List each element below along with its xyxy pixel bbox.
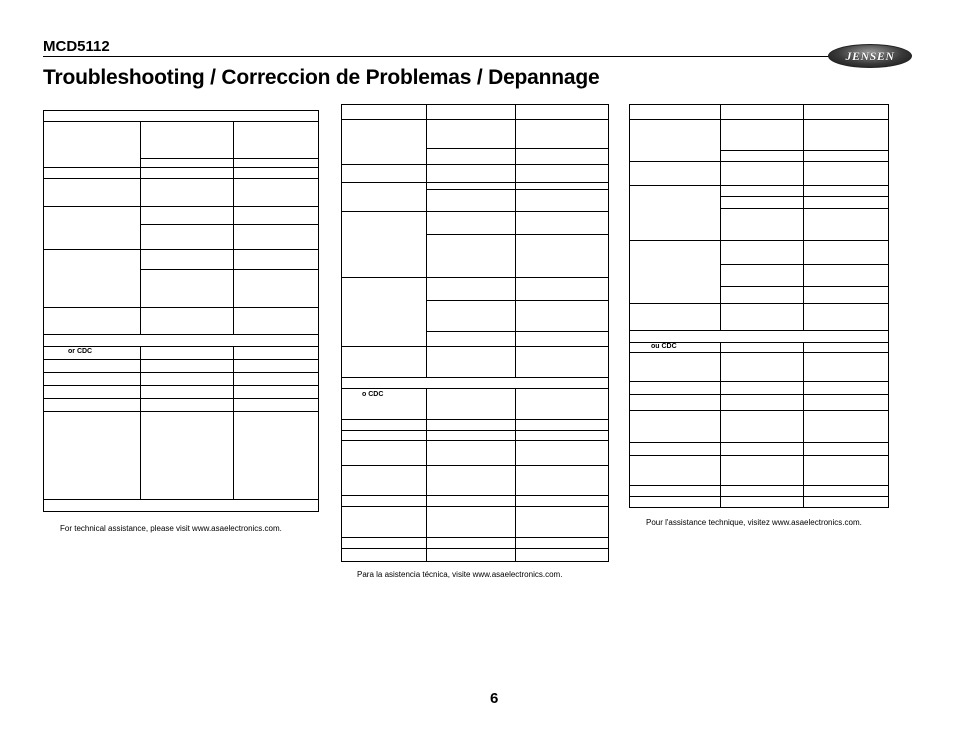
table-subrow-divider (426, 277, 608, 278)
table-column-divider (720, 342, 721, 507)
table-subrow-divider (140, 224, 318, 225)
table-subrow-divider (140, 249, 318, 250)
table-subrow-divider (426, 300, 608, 301)
table-row-divider (342, 465, 608, 466)
table-row-divider (44, 372, 318, 373)
header-rule (43, 56, 830, 57)
table-row-divider (44, 359, 318, 360)
table-subrow-divider (426, 234, 608, 235)
table-subrow-divider (426, 189, 608, 190)
table-column-divider (803, 105, 804, 330)
table-row-divider (630, 394, 888, 395)
table-subrow-divider (720, 264, 888, 265)
table-row-divider (342, 164, 608, 165)
table-row-divider (630, 330, 888, 331)
table-subrow-divider (720, 150, 888, 151)
table-row-divider (630, 381, 888, 382)
table-subrow-divider (720, 240, 888, 241)
table-column-divider (720, 105, 721, 330)
table-row-divider (342, 440, 608, 441)
table-row-divider (44, 385, 318, 386)
table-subrow-divider (426, 148, 608, 149)
table-subrow-divider (426, 331, 608, 332)
table-column-divider (140, 346, 141, 499)
table-column-divider (426, 388, 427, 561)
table-row-divider (342, 430, 608, 431)
table-column-divider (233, 121, 234, 334)
table-column-divider (515, 105, 516, 377)
table-row-divider (630, 442, 888, 443)
table-row-divider (44, 346, 318, 347)
table-row-divider (630, 496, 888, 497)
troubleshooting-table-spanish (341, 104, 609, 562)
table-row-divider (342, 119, 608, 120)
table-row-divider (342, 548, 608, 549)
table-subrow-divider (140, 206, 318, 207)
technical-assistance-note-spanish: Para la asistencia técnica, visite www.asaelectronics.com. (357, 570, 563, 579)
jensen-logo-text: JENSEN (845, 48, 895, 63)
table-column-divider (426, 105, 427, 377)
table-row-divider (342, 211, 608, 212)
table-row-divider (44, 334, 318, 335)
table-subrow-divider (140, 158, 318, 159)
troubleshooting-table-french (629, 104, 889, 508)
table-subrow-divider (720, 286, 888, 287)
table-row-divider (342, 537, 608, 538)
table-row-divider (342, 346, 608, 347)
page-number: 6 (490, 690, 499, 707)
table-column-divider (803, 342, 804, 507)
table-column-divider (515, 388, 516, 561)
table-row-divider (342, 506, 608, 507)
table-row-divider (44, 499, 318, 500)
model-name: MCD5112 (43, 38, 110, 55)
table-row-divider (342, 182, 608, 183)
table-row-divider (44, 121, 318, 122)
table-row-divider (44, 167, 318, 168)
table-column-divider (233, 346, 234, 499)
technical-assistance-note-french: Pour l'assistance technique, visitez www.asaelectronics.com. (646, 518, 862, 527)
table-row-divider (44, 178, 318, 179)
cdc-label-spanish: o CDC (362, 391, 384, 398)
table-row-divider (342, 419, 608, 420)
jensen-logo (828, 44, 912, 68)
table-row-divider (342, 377, 608, 378)
table-row-divider (630, 119, 888, 120)
table-row-divider (630, 410, 888, 411)
cdc-label-english: or CDC (68, 348, 93, 355)
page-title: Troubleshooting / Correccion de Problemas / Depannage (43, 66, 600, 89)
table-row-divider (44, 398, 318, 399)
table-column-divider (140, 121, 141, 334)
table-row-divider (342, 495, 608, 496)
table-subrow-divider (140, 269, 318, 270)
table-row-divider (44, 411, 318, 412)
table-row-divider (630, 455, 888, 456)
table-row-divider (630, 161, 888, 162)
table-subrow-divider (720, 208, 888, 209)
table-row-divider (342, 388, 608, 389)
table-row-divider (630, 342, 888, 343)
table-row-divider (630, 485, 888, 486)
cdc-label-french: ou CDC (651, 343, 677, 350)
table-subrow-divider (720, 196, 888, 197)
table-row-divider (630, 303, 888, 304)
troubleshooting-table-english (43, 110, 319, 512)
table-row-divider (630, 185, 888, 186)
table-subrow-divider (140, 307, 318, 308)
technical-assistance-note-english: For technical assistance, please visit www.asaelectronics.com. (60, 524, 282, 533)
table-row-divider (630, 352, 888, 353)
